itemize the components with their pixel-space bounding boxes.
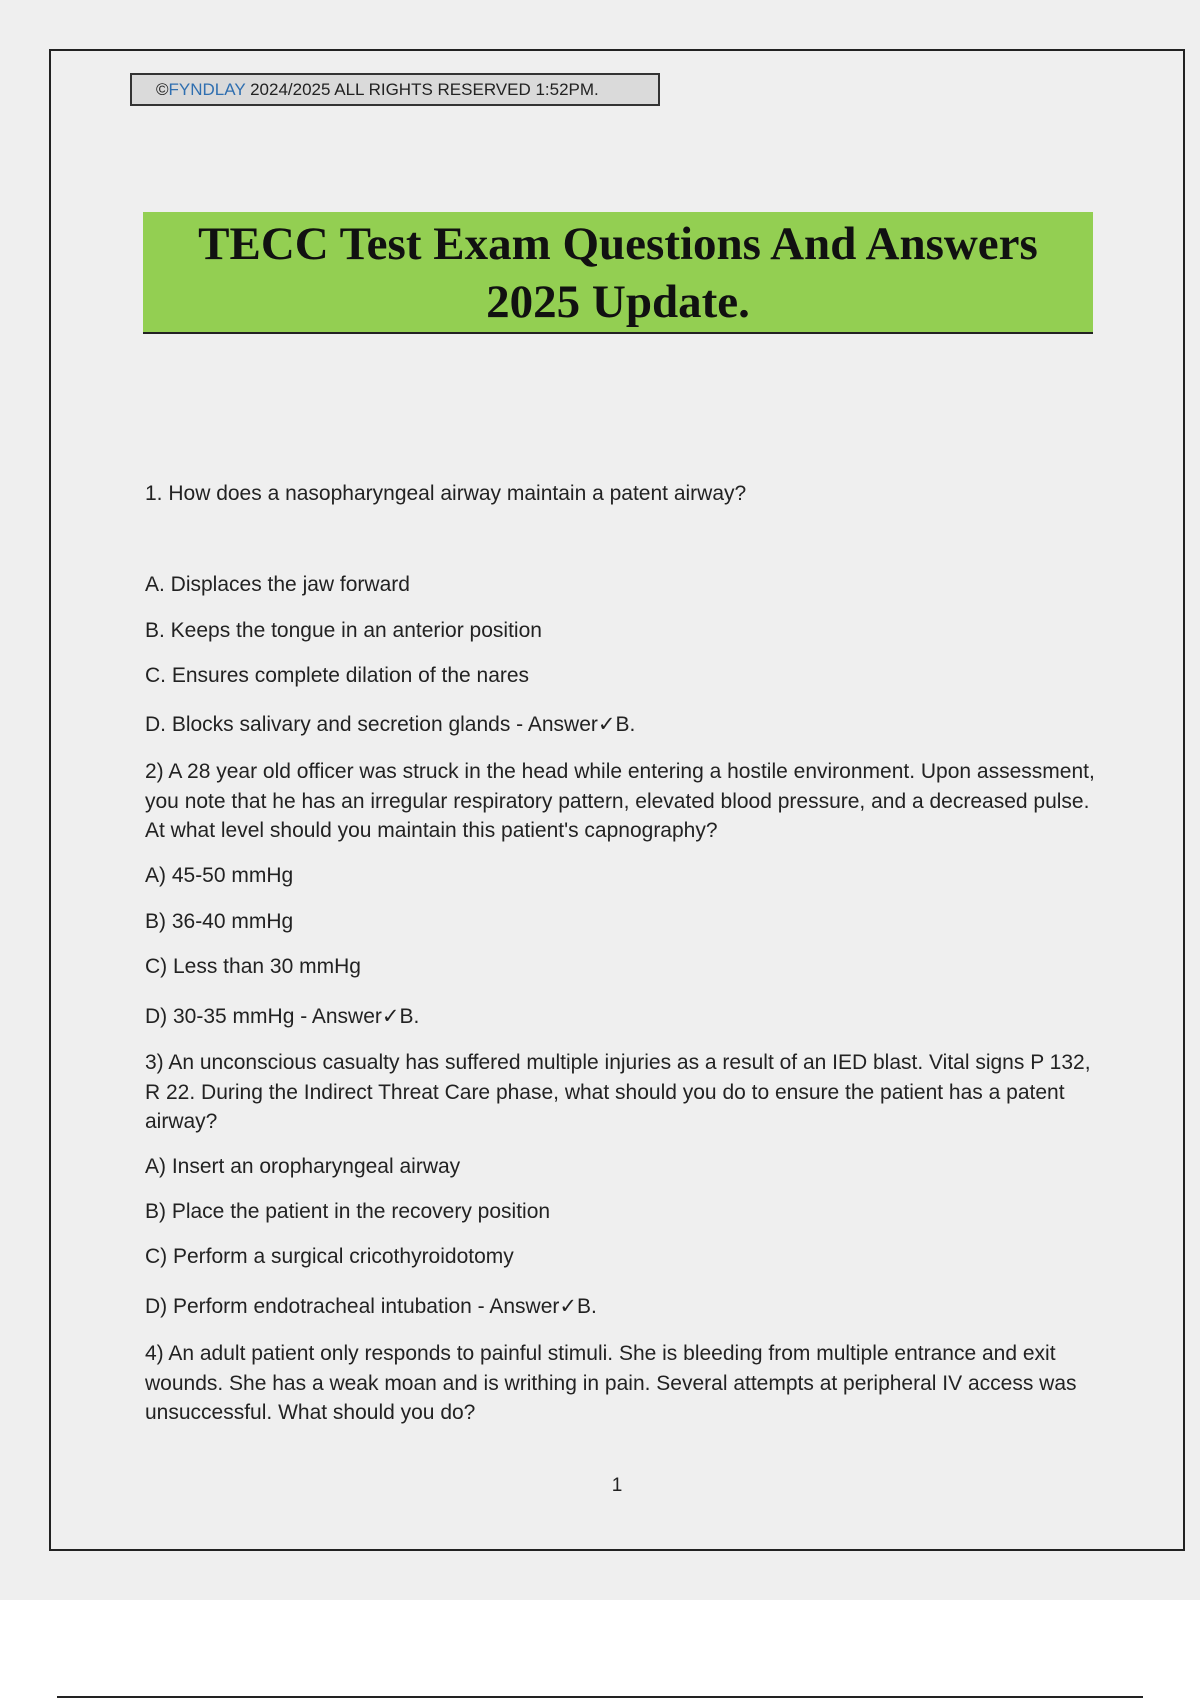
question-1-option-a: A. Displaces the jaw forward <box>145 573 410 596</box>
page-number: 1 <box>611 1475 623 1496</box>
question-2-option-a: A) 45-50 mmHg <box>145 864 294 887</box>
copyright-brand: FYNDLAY <box>168 80 246 99</box>
copyright-symbol: © <box>156 80 169 99</box>
question-3-option-b: B) Place the patient in the recovery position <box>145 1200 551 1223</box>
title-line-1: TECC Test Exam Questions And Answers <box>198 218 1038 270</box>
question-1-option-c: C. Ensures complete dilation of the nares <box>145 664 530 687</box>
question-2-option-d: D) 30-35 mmHg - Answer✓B. <box>145 1005 420 1028</box>
question-3-option-c: C) Perform a surgical cricothyroidotomy <box>145 1245 514 1268</box>
question-1-option-b: B. Keeps the tongue in an anterior position <box>145 619 542 642</box>
bottom-divider <box>57 1696 1143 1698</box>
question-3-option-a: A) Insert an oropharyngeal airway <box>145 1155 461 1178</box>
question-4-text: 4) An adult patient only responds to painful stimuli. She is bleeding from multiple entrance and exit wounds. She has a weak moan and is writhing in pain. Several attempts at peripheral IV access was unsuccessful. What should you do? <box>145 1342 1077 1424</box>
copyright-text: 2024/2025 ALL RIGHTS RESERVED 1:52PM. <box>245 80 599 99</box>
question-1-option-d: D. Blocks salivary and secretion glands - Answer✓B. <box>145 713 636 736</box>
question-3-option-d: D) Perform endotracheal intubation - Answer✓B. <box>145 1295 597 1318</box>
question-2-text: 2) A 28 year old officer was struck in the head while entering a hostile environment. Upon assessment, you note that he has an irregular respiratory pattern, elevated blood pressure, and a decreased pulse. At what level should you maintain this patient's capnography? <box>145 760 1095 842</box>
question-1-text: 1. How does a nasopharyngeal airway maintain a patent airway? <box>145 482 747 505</box>
title-line-2: 2025 Update. <box>486 276 750 328</box>
question-2-option-b: B) 36-40 mmHg <box>145 910 294 933</box>
question-2-option-c: C) Less than 30 mmHg <box>145 955 361 978</box>
document-title <box>143 212 1093 334</box>
question-3-text: 3) An unconscious casualty has suffered multiple injuries as a result of an IED blast. Vital signs P 132, R 22. During the Indirect Threat Care phase, what should you do to ensure the patient has a patent airway? <box>145 1051 1091 1133</box>
copyright-box <box>130 73 660 106</box>
